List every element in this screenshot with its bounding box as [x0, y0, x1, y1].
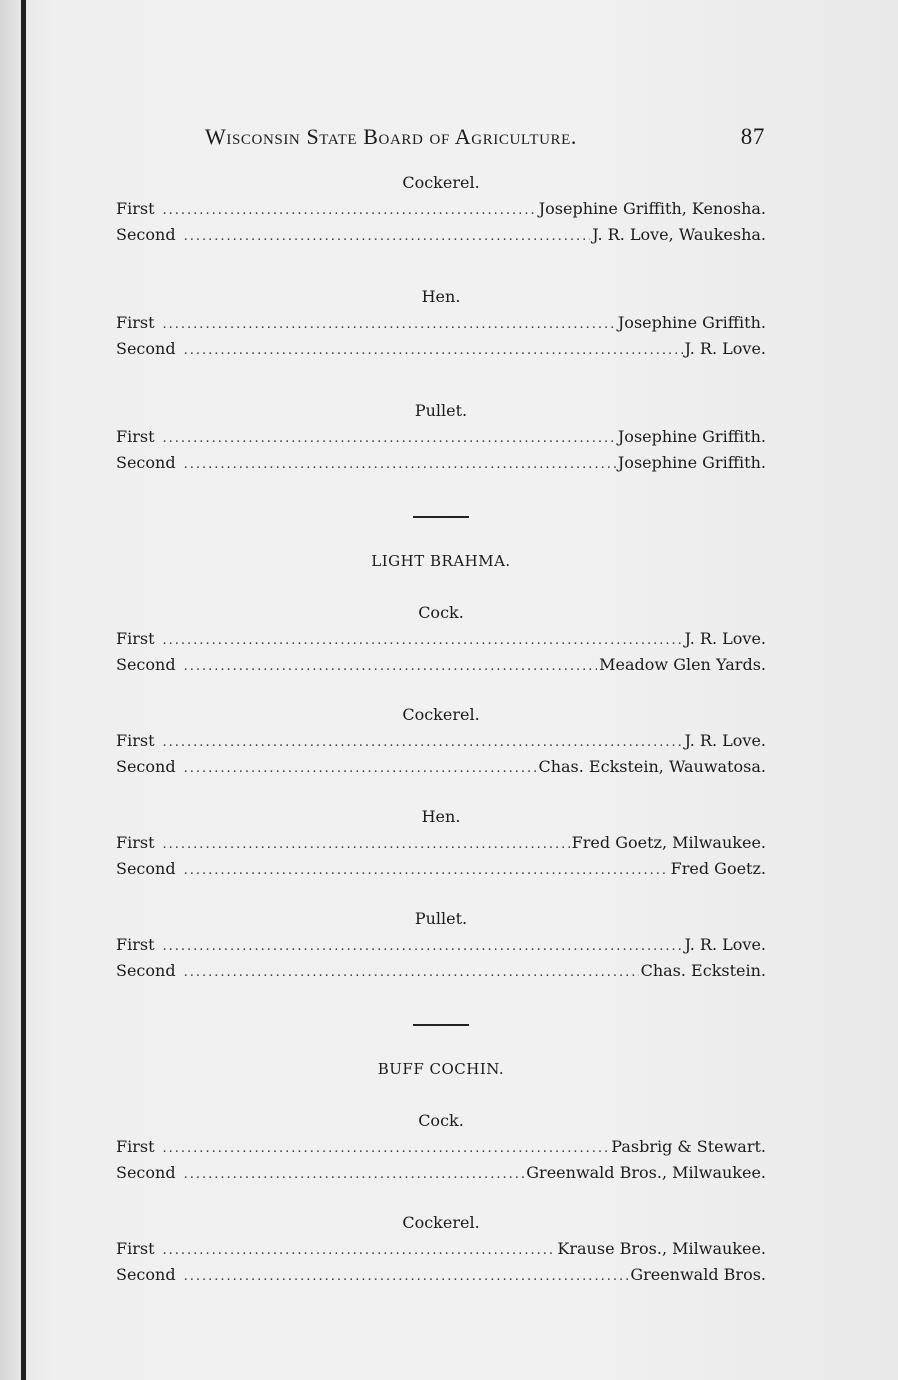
running-head-title: Wisconsin State Board of Agriculture.	[205, 124, 577, 149]
winner-name: J. R. Love.	[684, 339, 766, 358]
award-entry	[116, 450, 766, 476]
place-label: Second	[116, 453, 176, 472]
winner-name: Pasbrig & Stewart.	[611, 1137, 766, 1156]
class-heading: Cock.	[418, 1111, 464, 1130]
winner-name: J. R. Love.	[684, 731, 766, 750]
award-entry	[116, 754, 766, 780]
winner-name: Greenwald Bros.	[630, 1265, 766, 1284]
dot-leader	[184, 654, 598, 680]
class-heading: Cockerel.	[402, 1213, 480, 1232]
winner-name: Greenwald Bros., Milwaukee.	[526, 1163, 766, 1182]
class-heading: Cock.	[418, 603, 464, 622]
class-block	[116, 702, 766, 780]
class-block	[116, 170, 766, 248]
winner-name: Fred Goetz, Milwaukee.	[571, 833, 766, 852]
award-entry	[116, 652, 766, 678]
place-label: Second	[116, 1265, 176, 1284]
place-label: Second	[116, 859, 176, 878]
place-label: First	[116, 935, 155, 954]
winner-name: Josephine Griffith.	[617, 453, 766, 472]
winner-name: Josephine Griffith.	[617, 427, 766, 446]
award-entry	[116, 1262, 766, 1288]
winner-name: J. R. Love.	[684, 629, 766, 648]
page-number: 87	[740, 124, 765, 149]
class-block	[116, 398, 766, 476]
place-label: Second	[116, 961, 176, 980]
place-label: First	[116, 199, 155, 218]
award-entry	[116, 1236, 766, 1262]
breed-heading: LIGHT BRAHMA.	[371, 552, 511, 570]
class-block	[116, 804, 766, 882]
dot-leader	[184, 1264, 629, 1290]
class-heading: Hen.	[421, 807, 461, 826]
dot-leader	[184, 224, 591, 250]
award-entry	[116, 424, 766, 450]
dot-leader	[163, 1238, 556, 1264]
winner-name: Fred Goetz.	[670, 859, 766, 878]
award-entry	[116, 830, 766, 856]
binding-edge	[21, 0, 26, 1380]
dot-leader	[163, 198, 537, 224]
winner-name: Josephine Griffith.	[617, 313, 766, 332]
class-heading: Cockerel.	[402, 173, 480, 192]
class-heading: Hen.	[421, 287, 461, 306]
place-label: Second	[116, 225, 176, 244]
place-label: First	[116, 833, 155, 852]
dot-leader	[163, 832, 570, 858]
place-label: Second	[116, 1163, 176, 1182]
award-entry	[116, 336, 766, 362]
place-label: First	[116, 731, 155, 750]
winner-name: Chas. Eckstein.	[640, 961, 766, 980]
award-entry	[116, 222, 766, 248]
dot-leader	[184, 756, 537, 782]
place-label: First	[116, 629, 155, 648]
award-entry	[116, 958, 766, 984]
dot-leader	[184, 1162, 525, 1188]
award-entry	[116, 932, 766, 958]
prize-list	[116, 170, 766, 1288]
class-block	[116, 284, 766, 362]
class-heading: Pullet.	[414, 401, 468, 420]
award-entry	[116, 626, 766, 652]
place-label: Second	[116, 339, 176, 358]
breed-heading: BUFF COCHIN.	[377, 1060, 505, 1078]
winner-name: Krause Bros., Milwaukee.	[557, 1239, 766, 1258]
dot-leader	[184, 338, 683, 364]
class-block	[116, 1108, 766, 1186]
award-entry	[116, 196, 766, 222]
winner-name: J. R. Love, Waukesha.	[592, 225, 766, 244]
running-head	[205, 124, 765, 154]
dot-leader	[163, 312, 616, 338]
award-entry	[116, 310, 766, 336]
winner-name: Josephine Griffith, Kenosha.	[538, 199, 766, 218]
dot-leader	[184, 452, 616, 478]
award-entry	[116, 1160, 766, 1186]
winner-name: Meadow Glen Yards.	[599, 655, 766, 674]
dot-leader	[163, 934, 683, 960]
winner-name: Chas. Eckstein, Wauwatosa.	[538, 757, 766, 776]
dot-leader	[163, 426, 616, 452]
dot-leader	[163, 730, 683, 756]
dot-leader	[184, 960, 639, 986]
place-label: First	[116, 427, 155, 446]
dot-leader	[184, 858, 669, 884]
award-entry	[116, 1134, 766, 1160]
class-heading: Cockerel.	[402, 705, 480, 724]
place-label: Second	[116, 655, 176, 674]
dot-leader	[163, 1136, 610, 1162]
dot-leader	[163, 628, 683, 654]
winner-name: J. R. Love.	[684, 935, 766, 954]
place-label: Second	[116, 757, 176, 776]
class-block	[116, 600, 766, 678]
award-entry	[116, 728, 766, 754]
place-label: First	[116, 1137, 155, 1156]
class-block	[116, 1210, 766, 1288]
page-gutter	[0, 0, 21, 1380]
class-block	[116, 906, 766, 984]
place-label: First	[116, 1239, 155, 1258]
award-entry	[116, 856, 766, 882]
place-label: First	[116, 313, 155, 332]
class-heading: Pullet.	[414, 909, 468, 928]
